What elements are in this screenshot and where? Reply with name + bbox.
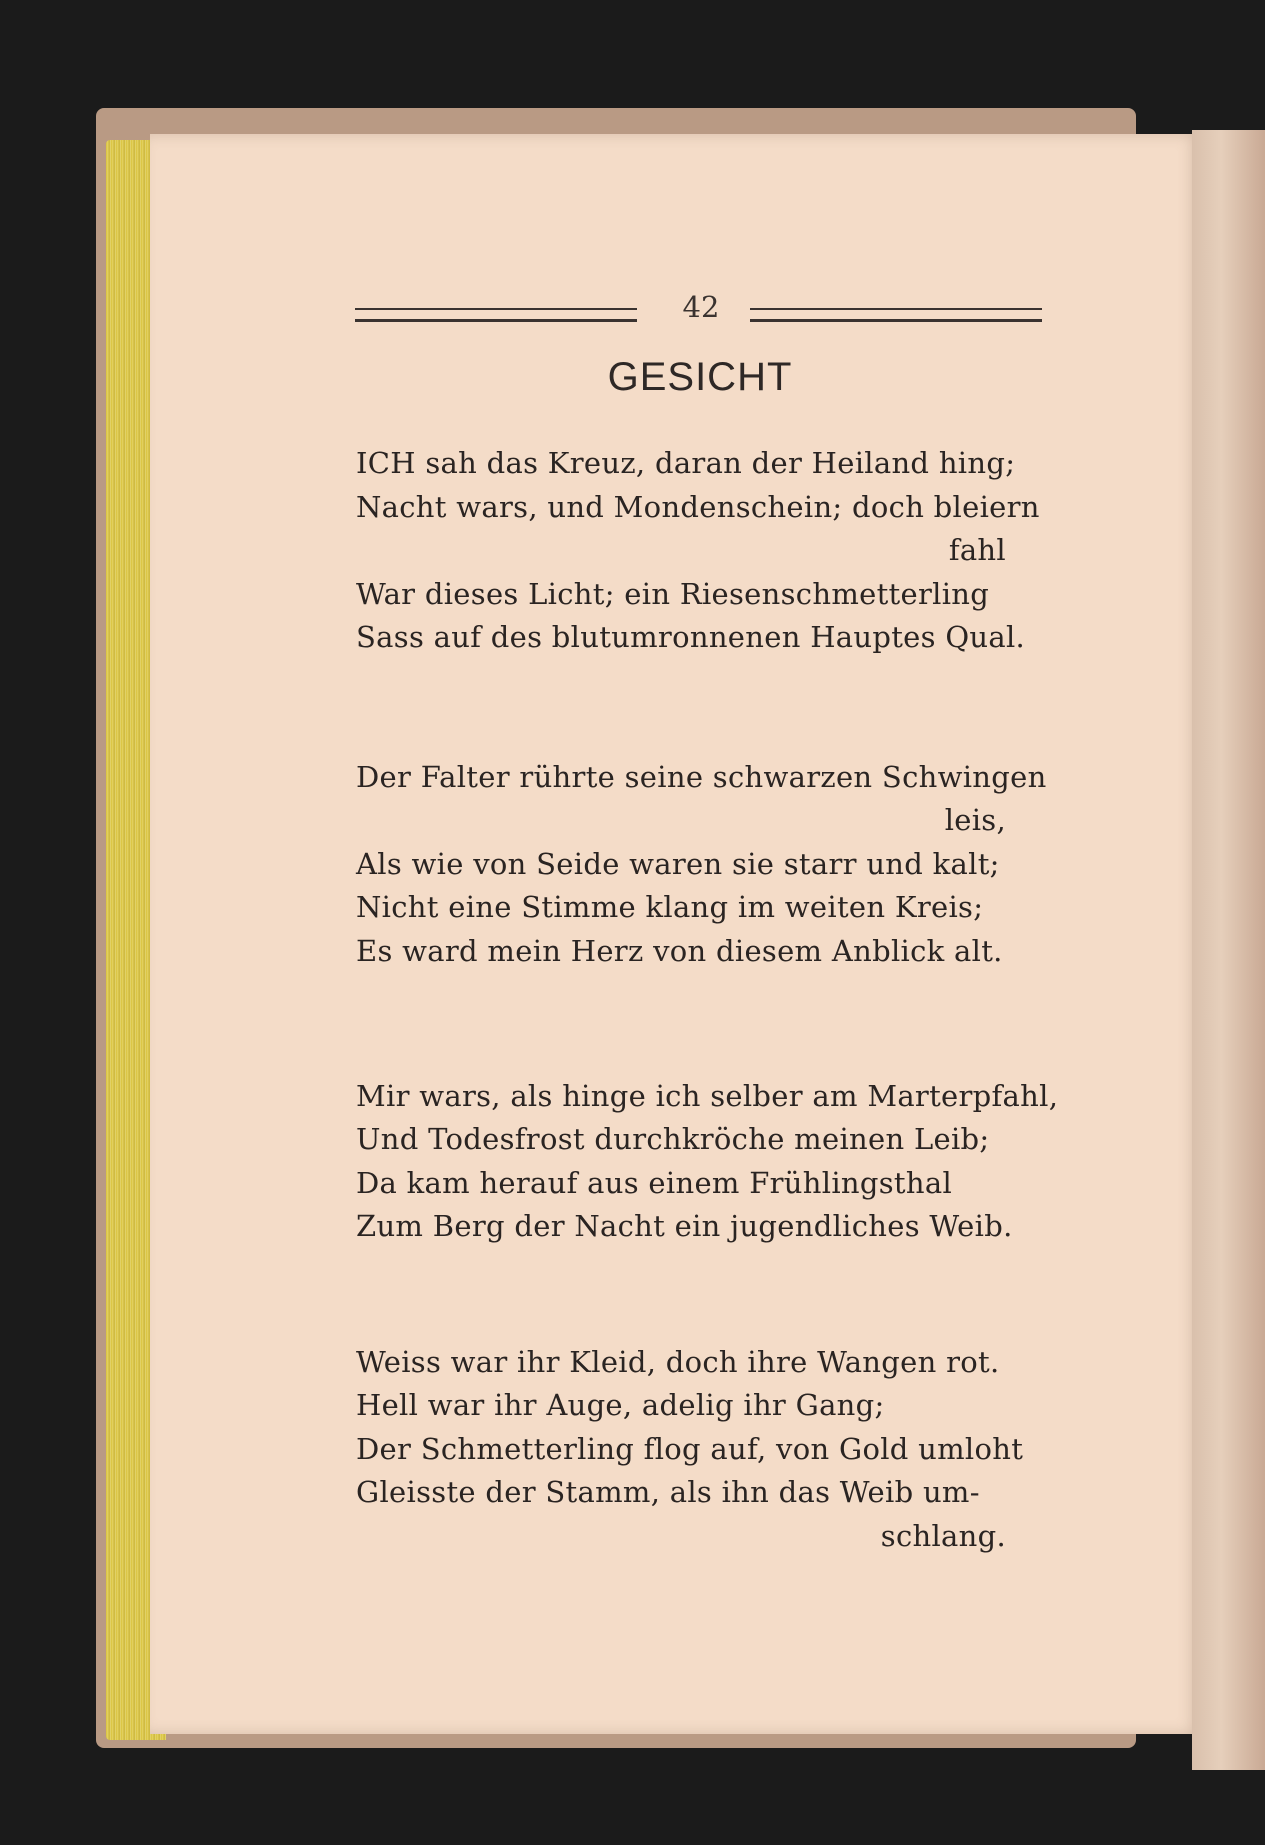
poem-line: Da kam herauf aus einem Frühlingsthal — [356, 1166, 953, 1200]
poem-line: Weiss war ihr Kleid, doch ihre Wangen rot. — [356, 1345, 1000, 1379]
poem-line-turnover: leis, — [944, 803, 1006, 837]
poem-line: Der Falter rührte seine schwarzen Schwingen — [356, 760, 1047, 794]
poem-line: War dieses Licht; ein Riesenschmetterling — [356, 577, 990, 611]
poem-line: Zum Berg der Nacht ein jugendliches Weib. — [356, 1209, 1013, 1243]
page-number: 42 — [682, 290, 720, 324]
poem-line: Nicht eine Stimme klang im weiten Kreis; — [356, 890, 984, 924]
poem-line: Als wie von Seide waren sie starr und kalt; — [356, 847, 1000, 881]
poem-line: Es ward mein Herz von diesem Anblick alt. — [356, 934, 1003, 968]
poem-line: Sass auf des blutumronnenen Hauptes Qual. — [356, 620, 1026, 654]
poem-line: Der Schmetterling flog auf, von Gold umloht — [356, 1432, 1024, 1466]
header-rule-left — [355, 308, 637, 322]
poem-line: Nacht wars, und Mondenschein; doch bleiern — [356, 490, 1040, 524]
poem-line: Gleisste der Stamm, als ihn das Weib um- — [356, 1475, 980, 1509]
poem-line: Hell war ihr Auge, adelig ihr Gang; — [356, 1388, 885, 1422]
poem-line: ICH sah das Kreuz, daran der Heiland hing; — [356, 446, 1016, 480]
header-rule-right — [750, 308, 1042, 322]
poem-line-turnover: schlang. — [880, 1519, 1006, 1553]
poem-line-turnover: fahl — [948, 533, 1006, 567]
poem-line: Und Todesfrost durchkröche meinen Leib; — [356, 1122, 990, 1156]
facing-page-edge — [1192, 130, 1265, 1770]
poem-line: Mir wars, als hinge ich selber am Marterpfahl, — [356, 1079, 1059, 1113]
poem-title: GESICHT — [607, 355, 793, 399]
